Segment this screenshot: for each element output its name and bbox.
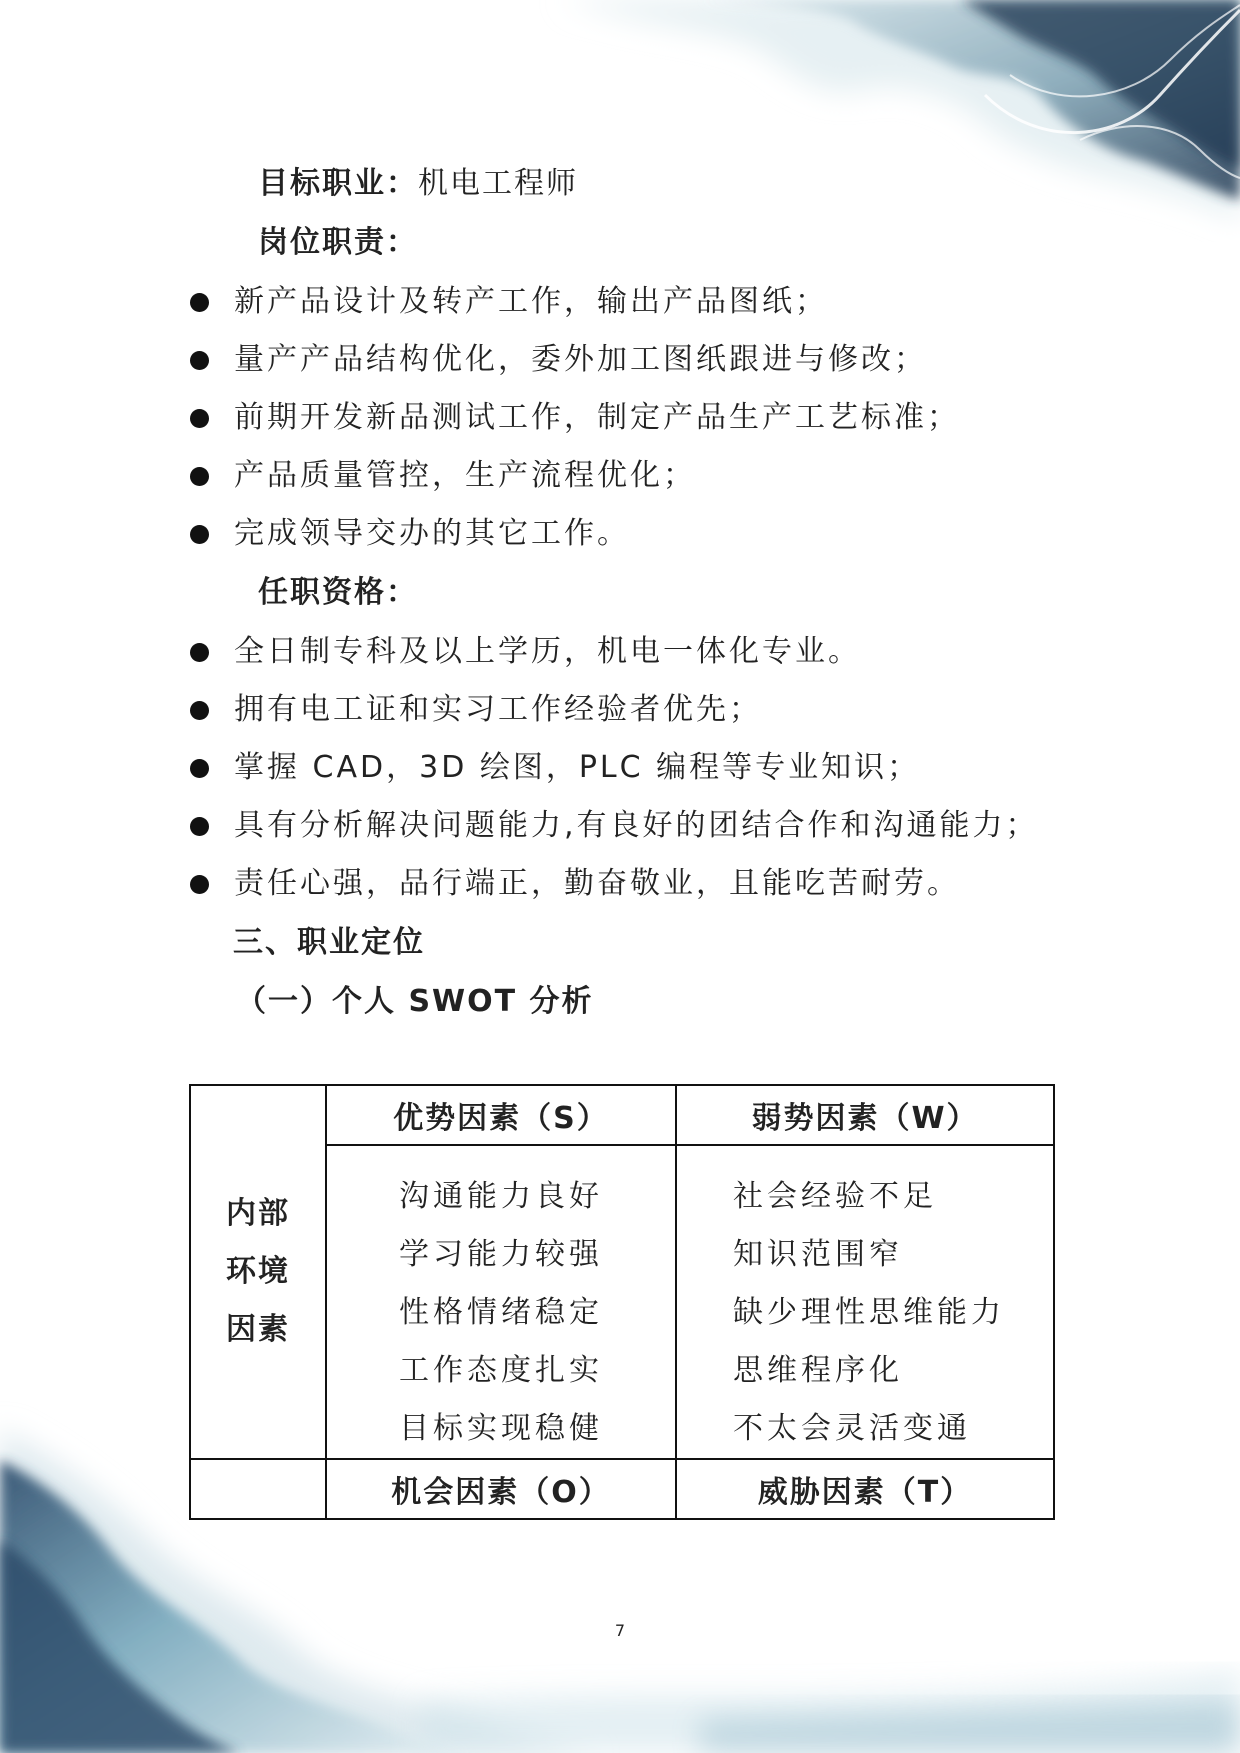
bullet-icon bbox=[190, 467, 209, 486]
strength-item: 学习能力较强 bbox=[399, 1237, 603, 1272]
duty-item-text: 量产产品结构优化，委外加工图纸跟进与修改； bbox=[234, 342, 927, 377]
page-number: 7 bbox=[614, 1621, 626, 1640]
qualification-item-text: 拥有电工证和实习工作经验者优先； bbox=[234, 692, 762, 727]
threats-header: 威胁因素（T） bbox=[676, 1459, 1054, 1519]
bullet-icon bbox=[190, 351, 209, 370]
weaknesses-header: 弱势因素（W） bbox=[676, 1085, 1054, 1145]
bullet-icon bbox=[190, 293, 209, 312]
swot-table bbox=[189, 1084, 1055, 1520]
weakness-item: 不太会灵活变通 bbox=[733, 1411, 971, 1446]
weakness-item: 缺少理性思维能力 bbox=[733, 1295, 1005, 1330]
strength-item: 沟通能力良好 bbox=[399, 1179, 603, 1214]
strengths-list bbox=[326, 1145, 676, 1459]
duty-item-text: 产品质量管控，生产流程优化； bbox=[234, 458, 696, 493]
bullet-icon bbox=[190, 643, 209, 662]
strength-item: 目标实现稳健 bbox=[399, 1411, 603, 1446]
weakness-item: 社会经验不足 bbox=[733, 1179, 937, 1214]
bullet-icon bbox=[190, 759, 209, 778]
strength-item: 性格情绪稳定 bbox=[399, 1295, 603, 1330]
duty-item-text: 前期开发新品测试工作，制定产品生产工艺标准； bbox=[234, 400, 960, 435]
qualification-item-text: 掌握 CAD，3D 绘图，PLC 编程等专业知识； bbox=[234, 750, 921, 785]
bullet-icon bbox=[190, 525, 209, 544]
external-factors-label bbox=[190, 1459, 326, 1519]
duties-title: 岗位职责： bbox=[258, 225, 418, 260]
strength-item: 工作态度扎实 bbox=[399, 1353, 603, 1388]
bullet-icon bbox=[190, 875, 209, 894]
section-heading: 三、职业定位 bbox=[233, 925, 425, 960]
opportunities-header: 机会因素（O） bbox=[326, 1459, 676, 1519]
qualification-item-text: 具有分析解决问题能力,有良好的团结合作和沟通能力； bbox=[234, 808, 1039, 843]
target-job-line bbox=[258, 164, 578, 204]
qualification-item-text: 责任心强，品行端正，勤奋敬业，且能吃苦耐劳。 bbox=[234, 866, 960, 901]
bullet-icon bbox=[190, 701, 209, 720]
qualifications-title: 任职资格： bbox=[258, 575, 418, 610]
weakness-item: 思维程序化 bbox=[733, 1353, 903, 1388]
target-job-value: 机电工程师 bbox=[418, 166, 578, 201]
target-job-label: 目标职业： bbox=[258, 166, 418, 201]
bullet-icon bbox=[190, 817, 209, 836]
weakness-item: 知识范围窄 bbox=[733, 1237, 903, 1272]
weaknesses-list bbox=[676, 1145, 1054, 1459]
internal-factors-label: 内部 环境 因素 bbox=[190, 1085, 326, 1459]
qualification-item-text: 全日制专科及以上学历，机电一体化专业。 bbox=[234, 634, 861, 669]
duty-item-text: 完成领导交办的其它工作。 bbox=[234, 516, 630, 551]
strengths-header: 优势因素（S） bbox=[326, 1085, 676, 1145]
section-subheading: （一）个人 SWOT 分析 bbox=[236, 984, 594, 1019]
duty-item-text: 新产品设计及转产工作，输出产品图纸； bbox=[234, 284, 828, 319]
bullet-icon bbox=[190, 409, 209, 428]
